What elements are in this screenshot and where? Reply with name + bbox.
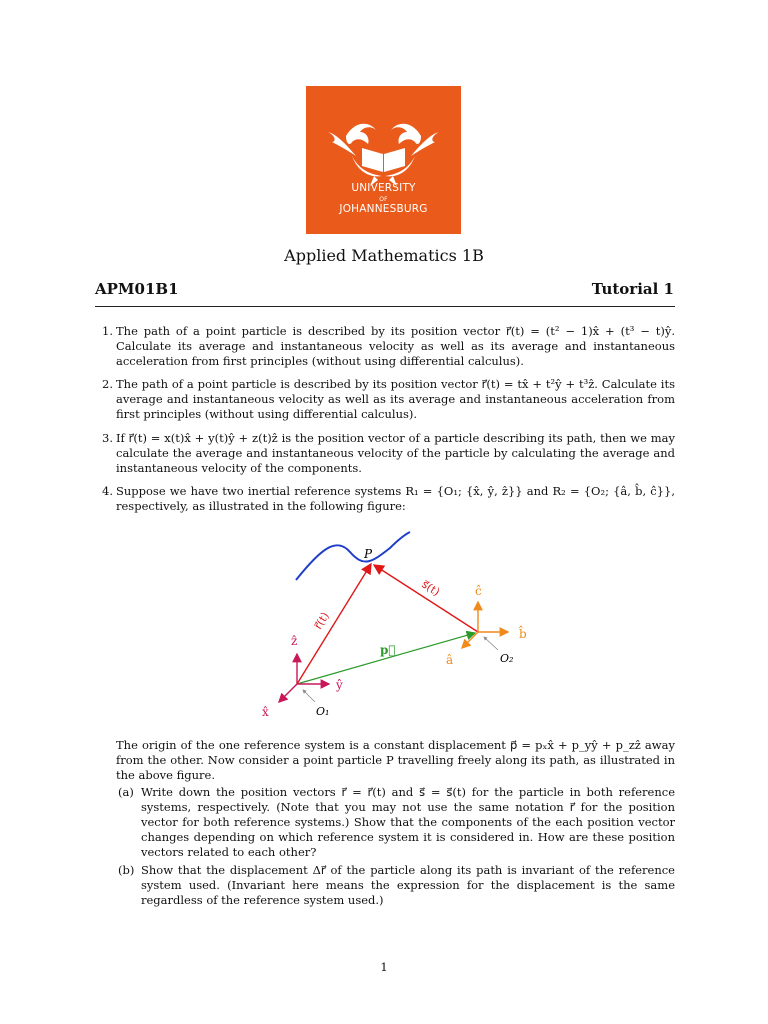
question-4: [95, 484, 675, 514]
question-number: 2.: [102, 377, 113, 391]
question-number: 4.: [102, 484, 113, 498]
page-number: 1: [380, 960, 388, 974]
question-text: The path of a point particle is described by its position vector r⃗(t) = (t² − 1)x̂ + (t³ − t)ŷ. Calculate its average and instantaneous velocity as well as its average and instantaneous acceleration from first principles (without using differential calculus).: [116, 324, 675, 368]
question-text: Suppose we have two inertial reference systems R₁ = {O₁; {x̂, ŷ, ẑ}} and R₂ = {O₂; {â, b̂, ĉ}}, respectively, as illustrated in the following figure:: [116, 484, 675, 513]
course-code: APM01B1: [95, 280, 179, 298]
logo-line-of: OF: [379, 196, 388, 203]
label-P: P: [364, 547, 373, 561]
subpart-a: [116, 785, 675, 860]
subpart-label: (a): [118, 785, 134, 799]
logo-line-johannesburg: JOHANNESBURG: [339, 203, 428, 215]
label-b: b̂: [519, 627, 527, 641]
question-text: The path of a point particle is described by its position vector r⃗(t) = tx̂ + t²ŷ + t³ẑ. Calculate its average and instantaneous velocity as well as its average and instantaneous acceleration from first principles (without using differential calculus).: [116, 377, 675, 421]
subpart-text: Show that the displacement Δr⃗ of the particle along its path is invariant of the reference system used. (Invariant here means the expression for the displacement is the same regardless of the reference system used.): [141, 863, 675, 907]
label-s: s⃗(t): [419, 577, 443, 599]
subpart-label: (b): [118, 863, 135, 877]
course-title: Applied Mathematics 1B: [284, 246, 484, 265]
university-logo: [306, 86, 461, 234]
label-r: r⃗(t): [311, 609, 332, 632]
question-3: [95, 431, 675, 476]
tutorial-label: Tutorial 1: [591, 280, 674, 298]
question-number: 1.: [102, 324, 113, 338]
header-divider: [95, 306, 675, 307]
label-x: x̂: [262, 705, 269, 719]
logo-line-university: UNIVERSITY: [351, 182, 416, 194]
pointer-O2: [484, 637, 498, 650]
subpart-text: Write down the position vectors r⃗ = r⃗(t) and s⃗ = s⃗(t) for the particle in both reference systems, respectively. (Note that you may not use the same notation r⃗ for the position vector for both reference systems.) Show that the components of the each position vector changes depending on which reference system it is considered in. How are these position vectors related to each other?: [141, 785, 675, 859]
question-number: 3.: [102, 431, 113, 445]
label-O2: O₂: [500, 652, 514, 665]
label-p: p⃗: [380, 643, 396, 657]
label-c: ĉ: [475, 584, 482, 598]
pointer-O1: [303, 690, 315, 702]
label-z: ẑ: [291, 634, 298, 648]
label-y: ŷ: [336, 678, 343, 692]
question-2: [95, 377, 675, 422]
q4-paragraph: The origin of the one reference system is a constant displacement p⃗ = pₓx̂ + p_yŷ + p_zẑ away from the other. Now consider a point particle P travelling freely along its path, as illustrated in the above figure.: [116, 738, 675, 782]
subpart-b: [116, 863, 675, 908]
axis-x: [279, 684, 297, 702]
vector-s: [374, 565, 478, 632]
reference-systems-figure: [240, 530, 560, 725]
label-a: â: [446, 653, 454, 667]
question-text: If r⃗(t) = x(t)x̂ + y(t)ŷ + z(t)ẑ is the position vector of a particle describing its path, then we may calculate the average and instantaneous velocity of the particle by calculating the average and instantaneous velocity of the components.: [116, 431, 675, 475]
particle-path: [296, 532, 410, 580]
label-O1: O₁: [316, 705, 330, 718]
question-1: [95, 324, 675, 369]
